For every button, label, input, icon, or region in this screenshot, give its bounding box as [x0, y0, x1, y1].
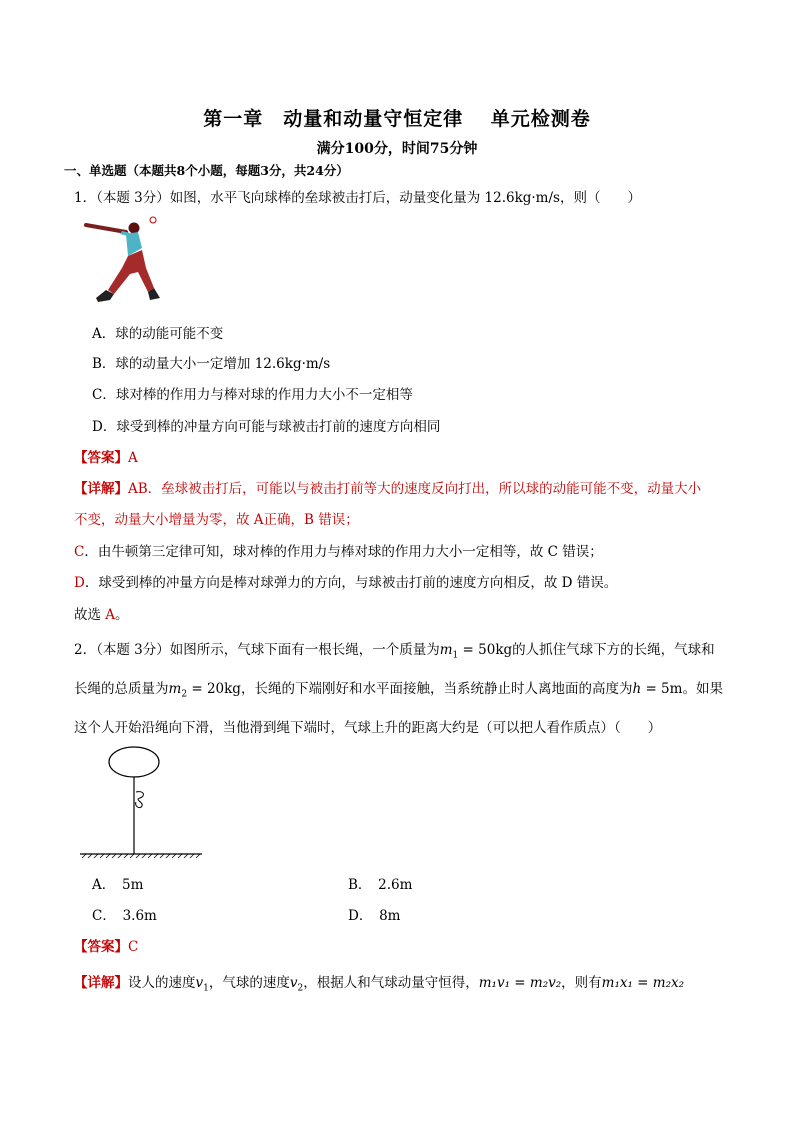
q2-text: ，长绳的下端刚好和水平面接触，当系统静止时人离地面的高度为	[240, 681, 633, 697]
detail-text: 设人的速度	[128, 975, 196, 991]
equation-displacement: m₁x₁ = m₂x₂	[601, 975, 685, 991]
answer-value: A	[128, 450, 138, 466]
equation-momentum: m₁v₁ = m₂v₂	[478, 975, 562, 991]
q2-line1	[74, 638, 715, 661]
q2-option-b: B． 2.6m	[348, 877, 413, 893]
var-h-value: = 5m	[641, 681, 683, 697]
section-heading: 一、单选题（本题共8个小题，每题3分，共24分）	[64, 163, 349, 178]
q1-option-c: C．球对棒的作用力与棒对球的作用力大小不一定相等	[92, 387, 413, 403]
var-m2-value: = 20kg	[187, 681, 241, 697]
detail-prefix: D	[74, 575, 85, 591]
baseball-batter-figure	[84, 212, 164, 312]
q2-text: 。如果	[682, 681, 723, 697]
detail-text: ，则有	[561, 975, 602, 991]
answer-label: 【答案】	[74, 939, 128, 955]
var-m1-sub: 1	[452, 650, 459, 661]
detail-text: ，气球的速度	[208, 975, 290, 991]
conclusion-answer: A	[105, 607, 116, 623]
q1-detail-line3	[74, 540, 603, 560]
q2-text: 的人抓住气球下方的长绳，气球和	[512, 642, 715, 658]
balloon-rope-figure	[78, 744, 204, 860]
var-v1: v	[195, 975, 204, 991]
q1-answer	[74, 446, 138, 466]
detail-label: 【详解】	[74, 481, 128, 497]
q1-detail-line4	[74, 571, 617, 591]
q2-option-a: A． 5m	[92, 877, 144, 893]
var-m2: m	[168, 681, 182, 697]
detail-text: ．球受到棒的冲量方向是棒对球弹力的方向，与球被击打前的速度方向相反，故 D 错误。	[84, 575, 618, 591]
answer-label: 【答案】	[74, 450, 128, 466]
q1-option-d: D．球受到棒的冲量方向可能与球被击打前的速度方向相同	[92, 419, 441, 435]
var-m1: m	[439, 642, 453, 658]
q2-line2	[74, 677, 723, 700]
q2-option-c: C． 3.6m	[92, 908, 157, 924]
detail-text: AB．垒球被击打后，可能以与被击打前等大的速度反向打出，所以球的动能可能不变，动量大小	[128, 481, 702, 497]
q1-conclusion	[74, 603, 129, 623]
detail-text: ，根据人和气球动量守恒得，	[303, 975, 479, 991]
var-m1-value: = 50kg	[458, 642, 513, 658]
q1-detail-line2: 不变，动量大小增量为零，故 A正确，B 错误；	[74, 512, 359, 528]
q2-text: 2．（本题 3分）如图所示，气球下面有一根长绳，一个质量为	[74, 642, 440, 658]
page-title: 第一章 动量和动量守恒定律 单元检测卷	[203, 108, 591, 130]
q1-option-a: A．球的动能可能不变	[92, 326, 224, 342]
q2-line3: 这个人开始沿绳向下滑，当他滑到绳下端时，气球上升的距离大约是（可以把人看作质点）（ ）	[74, 720, 662, 736]
detail-prefix: C	[74, 544, 85, 560]
detail-text: ．由牛顿第三定律可知，球对棒的作用力与棒对球的作用力大小一定相等，故 C 错误；	[84, 544, 603, 560]
var-h: h	[632, 681, 642, 697]
q1-option-b: B．球的动量大小一定增加 12.6kg·m/s	[92, 356, 331, 372]
page-subtitle: 满分100分，时间75分钟	[316, 141, 478, 157]
q2-answer	[74, 935, 138, 955]
q1-detail-line1	[74, 477, 701, 497]
var-m2-sub: 2	[181, 689, 188, 700]
q2-detail-line1	[74, 971, 684, 994]
var-v2: v	[289, 975, 298, 991]
var-v2-sub: 2	[297, 983, 304, 994]
answer-value: C	[128, 939, 139, 955]
var-v1-sub: 1	[203, 983, 209, 994]
conclusion-text: 故选	[74, 607, 106, 623]
q2-option-d: D． 8m	[348, 908, 401, 924]
q1-stem: 1．（本题 3分）如图，水平飞向球棒的垒球被击打后，动量变化量为 12.6kg·m/s，则（ ）	[74, 190, 641, 206]
conclusion-end: 。	[115, 607, 129, 623]
detail-label: 【详解】	[74, 975, 128, 991]
q2-text: 长绳的总质量为	[74, 681, 169, 697]
